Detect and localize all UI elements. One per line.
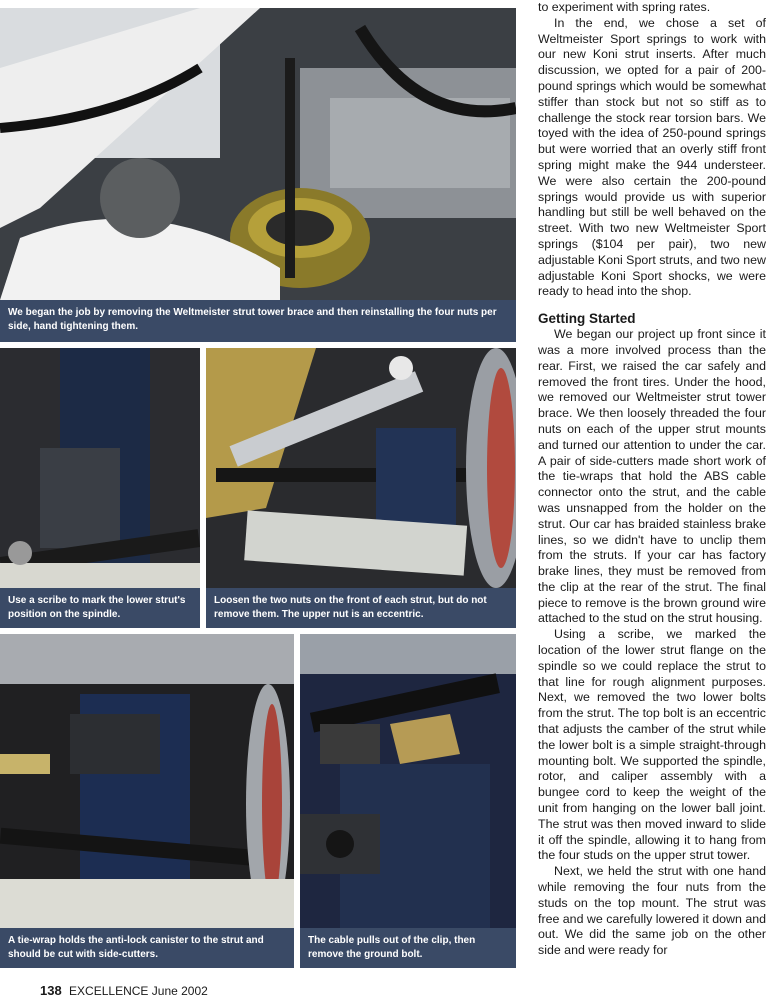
photo-scribe-mark: [0, 348, 200, 588]
page-footer: [40, 983, 208, 998]
article-paragraph: We began our project up front since it was a more involved process than the rear. First, we raised the car safely and removed the front tires. Under the hood, we removed our Weltmeister strut tower brace. We then loosely threaded the four nuts on each of the upper strut mounts and turned our attention to under the car. A pair of side-cutters made short work of the tie-wraps that hold the ABS cable connector onto the strut, and the cable was unsnapped from the holder on the strut. Our car has braided stainless brake lines, so we didn't have to unclip them from the struts. If your car has factory brake lines, they must be removed from the clip at the rear of the strut. The final piece to remove is the brown ground wire attached to the stud on the strut housing.: [538, 327, 766, 626]
page-number: 138: [40, 983, 62, 998]
article-paragraph: Using a scribe, we marked the location of the lower strut flange on the spindle so we could replace the strut to that line for rough alignment purposes. Next, we removed the two lower bolts from the strut. The top bolt is an eccentric that adjusts the camber of the strut while the lower bolt is a simple straight-through mounting bolt. We supported the spindle, rotor, and caliper assembly with a bungee cord to keep the weight of the unit from hanging on the lower ball joint. The strut was then moved inward to slide it off the spindle, allowing it to hang from the four studs on the upper strut tower.: [538, 627, 766, 863]
photo-tie-wrap: [0, 634, 294, 928]
photo-cable-clip: [300, 634, 516, 928]
section-heading: Getting Started: [538, 311, 636, 327]
caption-top: [0, 300, 516, 342]
article-paragraph: In the end, we chose a set of Weltmeister Sport springs to work with our new Koni strut inserts. After much discussion, we opted for a pair of 200-pound springs which would be somewhat stiffer than stock but not so stiff as to challenge the stock rear torsion bars. We toyed with the idea of 250-pound springs but were worried that an overly stiff front spring might make the 944 understeer. We were also certain the 200-pound springs would provide us with superior handling but still be well behaved on the street. With two new Weltmeister Sport springs ($104 per pair), two new adjustable Koni Sport struts, and two new adjustable Koni Sport shocks, we were ready to head into the shop.: [538, 15, 766, 299]
article-paragraph: Next, we held the strut with one hand while removing the four nuts from the studs on the top mount. The strut was free and we carefully lowered it down and out. We did the same job on the other side and were ready for: [538, 864, 766, 958]
caption-top-text: We began the job by removing the Weltmeister strut tower brace and then reinstalling the four nuts per side, hand tightening them.: [8, 307, 497, 332]
caption-bottom-right: [300, 928, 516, 968]
article-paragraph: to experiment with spring rates.: [538, 0, 711, 14]
caption-mid-right-text: Loosen the two nuts on the front of each strut, but do not remove them. The upper nut is an eccentric.: [214, 595, 487, 620]
caption-bottom-left: [0, 928, 294, 968]
caption-mid-left: [0, 588, 200, 628]
photo-strut-tower: [0, 8, 516, 300]
caption-bottom-right-text: The cable pulls out of the clip, then remove the ground bolt.: [308, 935, 476, 960]
photo-strut-nuts: [206, 348, 516, 588]
caption-mid-right: [206, 588, 516, 628]
caption-bottom-left-text: A tie-wrap holds the anti-lock canister to the strut and should be cut with side-cutters.: [8, 935, 264, 960]
magazine-name: EXCELLENCE: [69, 984, 149, 998]
caption-mid-left-text: Use a scribe to mark the lower strut's position on the spindle.: [8, 595, 186, 620]
issue-date: June 2002: [151, 984, 208, 998]
article-column: [538, 0, 766, 959]
